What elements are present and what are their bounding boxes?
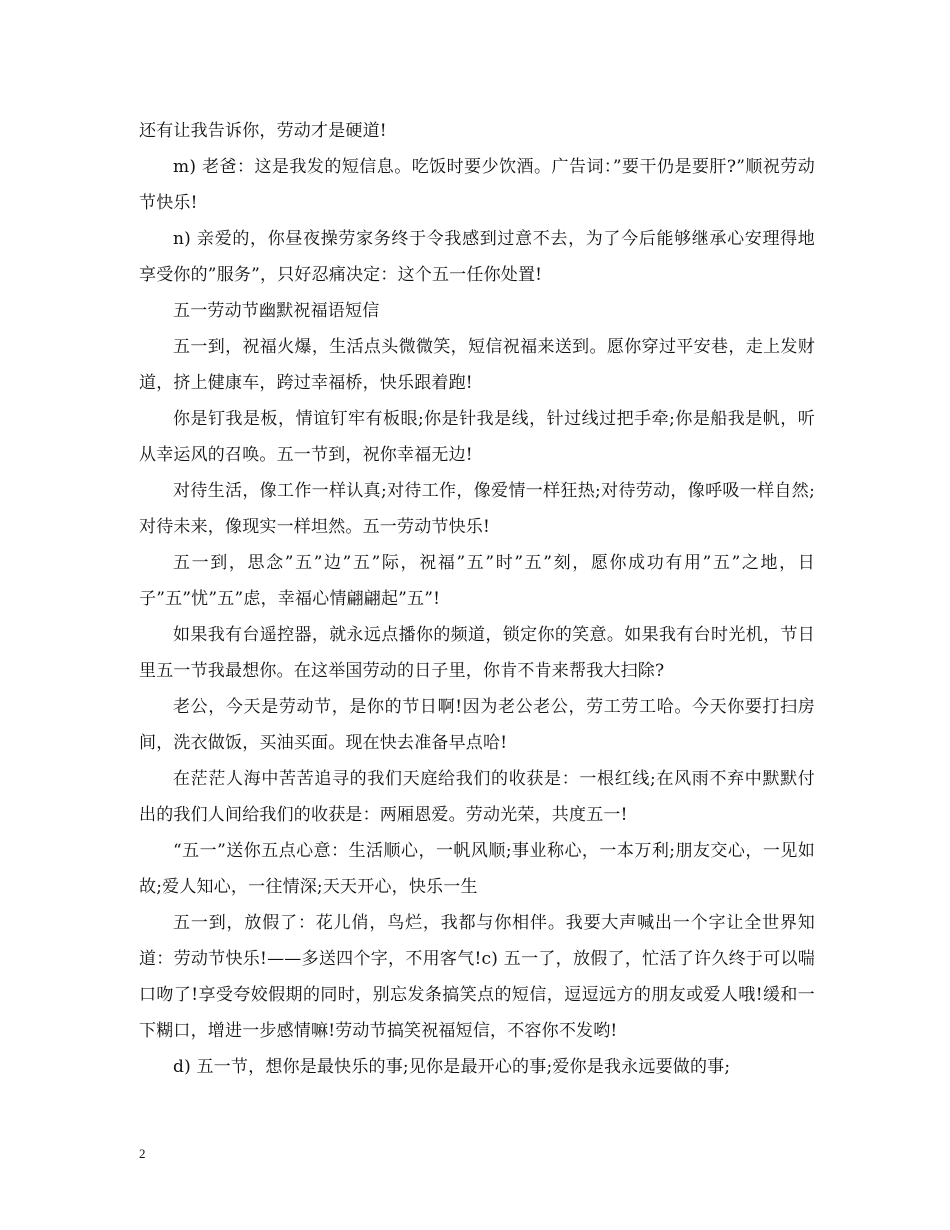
page-number: 2 [139, 1146, 146, 1161]
paragraph-13: 五一到，放假了：花儿俏，鸟烂，我都与你相伴。我要大声喊出一个字让全世界知道：劳动节快乐!——多送四个字，不用客气!c) 五一了，放假了，忙活了许久终于可以喘口吻了!享受夸姣假期的同时，别忘发条搞笑点的短信，逗逗远方的朋友或爱人哦!缓和一下糊口，增进一步感情嘛!劳动节搞笑祝福短信，不容你不发哟! [139, 913, 815, 1041]
paragraph-14: d) 五一节，想你是最快乐的事;见你是最开心的事;爱你是我永远要做的事; [173, 1057, 731, 1077]
paragraph-7: 对待生活，像工作一样认真;对待工作，像爱情一样狂热;对待劳动，像呼吸一样自然;对待未来，像现实一样坦然。五一劳动节快乐! [139, 481, 815, 537]
paragraph-12: “五一”送你五点心意：生活顺心，一帆风顺;事业称心，一本万利;朋友交心，一见如故;爱人知心，一往情深;天天开心，快乐一生 [139, 841, 815, 897]
paragraph-3: n) 亲爱的，你昼夜操劳家务终于令我感到过意不去，为了今后能够继承心安理得地享受你的”服务”，只好忍痛决定：这个五一任你处置! [139, 229, 815, 285]
paragraph-5: 五一到，祝福火爆，生活点头微微笑，短信祝福来送到。愿你穿过平安巷，走上发财道，挤上健康车，跨过幸福桥，快乐跟着跑! [139, 337, 815, 393]
paragraph-1: 还有让我告诉你，劳动才是硬道! [139, 121, 387, 141]
paragraph-6: 你是钉我是板，情谊钉牢有板眼;你是针我是线，针过线过把手牵;你是船我是帆，听从幸运风的召唤。五一节到，祝你幸福无边! [139, 409, 815, 465]
document-body [139, 113, 815, 1085]
paragraph-10: 老公，今天是劳动节，是你的节日啊!因为老公老公，劳工劳工哈。今天你要打扫房间，洗衣做饭，买油买面。现在快去准备早点哈! [139, 697, 815, 753]
section-heading: 五一劳动节幽默祝福语短信 [173, 301, 380, 321]
paragraph-8: 五一到，思念”五”边”五”际，祝福”五”时”五”刻，愿你成功有用”五”之地，日子”五”忧”五”虑，幸福心情翩翩起”五”! [139, 553, 815, 609]
paragraph-11: 在茫茫人海中苦苦追寻的我们天庭给我们的收获是：一根红线;在风雨不弃中默默付出的我们人间给我们的收获是：两厢恩爱。劳动光荣，共度五一! [139, 769, 815, 825]
paragraph-9: 如果我有台遥控器，就永远点播你的频道，锁定你的笑意。如果我有台时光机，节日里五一节我最想你。在这举国劳动的日子里，你肯不肯来帮我大扫除? [139, 625, 815, 681]
paragraph-2: m) 老爸：这是我发的短信息。吃饭时要少饮酒。广告词：”要干仍是要肝?”顺祝劳动节快乐! [139, 157, 815, 213]
